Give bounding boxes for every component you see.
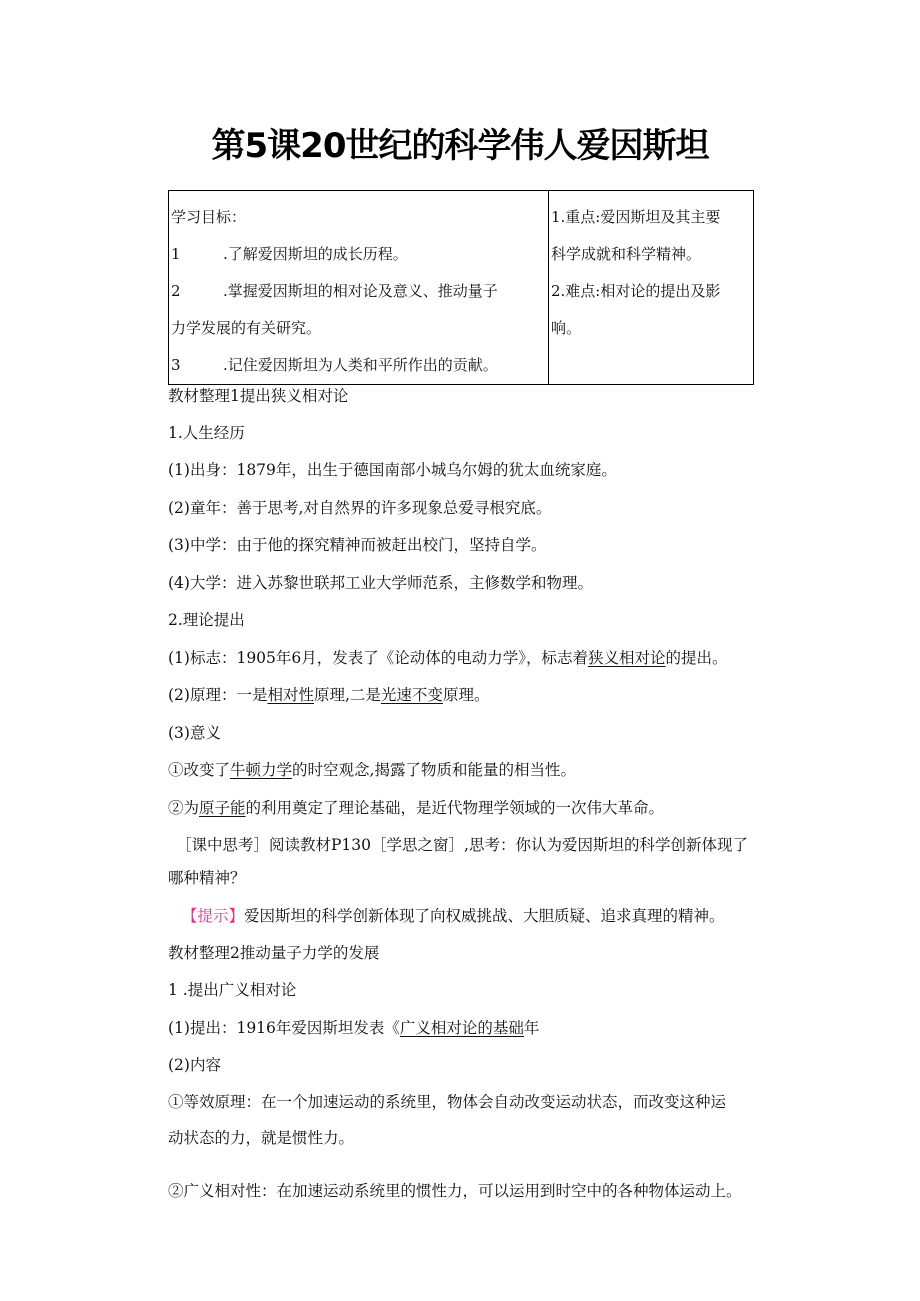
content-heading: (2)内容 (168, 1056, 221, 1074)
objective-text: .记住爱因斯坦为人类和平所作出的贡献。 (223, 356, 498, 374)
significance-item-1 (168, 752, 798, 789)
relativity-underline: 相对性 (267, 686, 314, 704)
atomic-energy-underline: 原子能 (199, 799, 246, 817)
landmark-text: (1)标志：1905年6月，发表了《论动体的电动力学》，标志着 (168, 649, 589, 667)
landmark-paragraph (168, 640, 798, 677)
objective-item (171, 236, 546, 273)
equivalence-principle-cont: 动状态的力，就是惯性力。 (168, 1129, 355, 1147)
section-1-heading: 教材整理1提出狭义相对论 (168, 387, 349, 405)
objective-number: 1 (171, 245, 181, 263)
key-point-line: 2.难点:相对论的提出及影 (551, 282, 721, 300)
general-relativity-heading: 1 .提出广义相对论 (168, 981, 297, 999)
objective-number: 3 (171, 356, 181, 374)
birth-paragraph: (1)出身：1879年，出生于德国南部小城乌尔姆的犹太血统家庭。 (168, 461, 617, 479)
hint-label: 【提示】 (182, 907, 245, 925)
objective-item-continued: 力学发展的有关研究。 (171, 319, 322, 337)
university-paragraph: (4)大学：进入苏黎世联邦工业大学师范系，主修数学和物理。 (168, 574, 593, 592)
learning-goals-table (168, 190, 754, 385)
significance-text-end: 的时空观念,揭露了物质和能量的相当性。 (292, 761, 576, 779)
theory-heading: 2.理论提出 (168, 611, 245, 629)
hint-paragraph (182, 898, 812, 935)
general-relativity-underline: 广义相对论的基础 (399, 1019, 524, 1037)
key-point-line: 科学成就和科学精神。 (551, 245, 702, 263)
in-class-thinking-question-cont: 哪种精神？ (168, 869, 246, 887)
principle-text-end: 原理。 (442, 686, 490, 704)
special-relativity-underline: 狭义相对论 (588, 649, 666, 667)
equivalence-principle-paragraph: ①等效原理：在一个加速运动的系统里，物体会自动改变运动状态，而改变这种运 (168, 1093, 727, 1111)
life-experience-heading: 1.人生经历 (168, 424, 245, 442)
hint-text: 爱因斯坦的科学创新体现了向权威挑战、大胆质疑、追求真理的精神。 (244, 907, 725, 925)
childhood-paragraph: (2)童年：善于思考,对自然界的许多现象总爱寻根究底。 (168, 499, 552, 517)
light-speed-underline: 光速不变 (380, 686, 443, 704)
objectives-heading: 学习目标： (171, 208, 247, 226)
significance-text: ②为 (168, 799, 200, 817)
principle-text: (2)原理：一是 (168, 686, 268, 704)
key-point-line: 1.重点:爱因斯坦及其主要 (551, 208, 721, 226)
objective-text: .了解爱因斯坦的成长历程。 (223, 245, 408, 263)
general-relativity-proposal (168, 1010, 798, 1047)
in-class-thinking-question: ［课中思考］阅读教材P130［学思之窗］,思考：你认为爱因斯坦的科学创新体现了 (176, 836, 748, 854)
principle-text-mid: 原理,二是 (313, 686, 381, 704)
key-points-cell (549, 191, 754, 385)
significance-text-end: 的利用奠定了理论基础，是近代物理学领域的一次伟大革命。 (245, 799, 665, 817)
proposal-text-end: 年 (523, 1019, 540, 1037)
page-title: 第5课20世纪的科学伟人爱因斯坦 (211, 126, 709, 166)
learning-objectives-cell (169, 191, 549, 385)
significance-item-2 (168, 790, 798, 827)
newtonian-mechanics-underline: 牛顿力学 (230, 761, 293, 779)
general-relativity-paragraph: ②广义相对性：在加速运动系统里的惯性力，可以运用到时空中的各种物体运动上。 (168, 1182, 742, 1200)
principle-paragraph (168, 677, 798, 714)
landmark-text-end: 的提出。 (665, 649, 728, 667)
middle-school-paragraph: (3)中学：由于他的探究精神而被赶出校门，坚持自学。 (168, 536, 547, 554)
significance-heading: (3)意义 (168, 724, 221, 742)
objective-item (171, 273, 546, 310)
objective-number: 2 (171, 282, 181, 300)
significance-text: ①改变了 (168, 761, 231, 779)
key-point-line: 响。 (551, 319, 582, 337)
proposal-text: (1)提出：1916年爱因斯坦发表《 (168, 1019, 400, 1037)
section-2-heading: 教材整理2推动量子力学的发展 (168, 944, 380, 962)
objective-text: .掌握爱因斯坦的相对论及意义、推动量子 (223, 282, 498, 300)
